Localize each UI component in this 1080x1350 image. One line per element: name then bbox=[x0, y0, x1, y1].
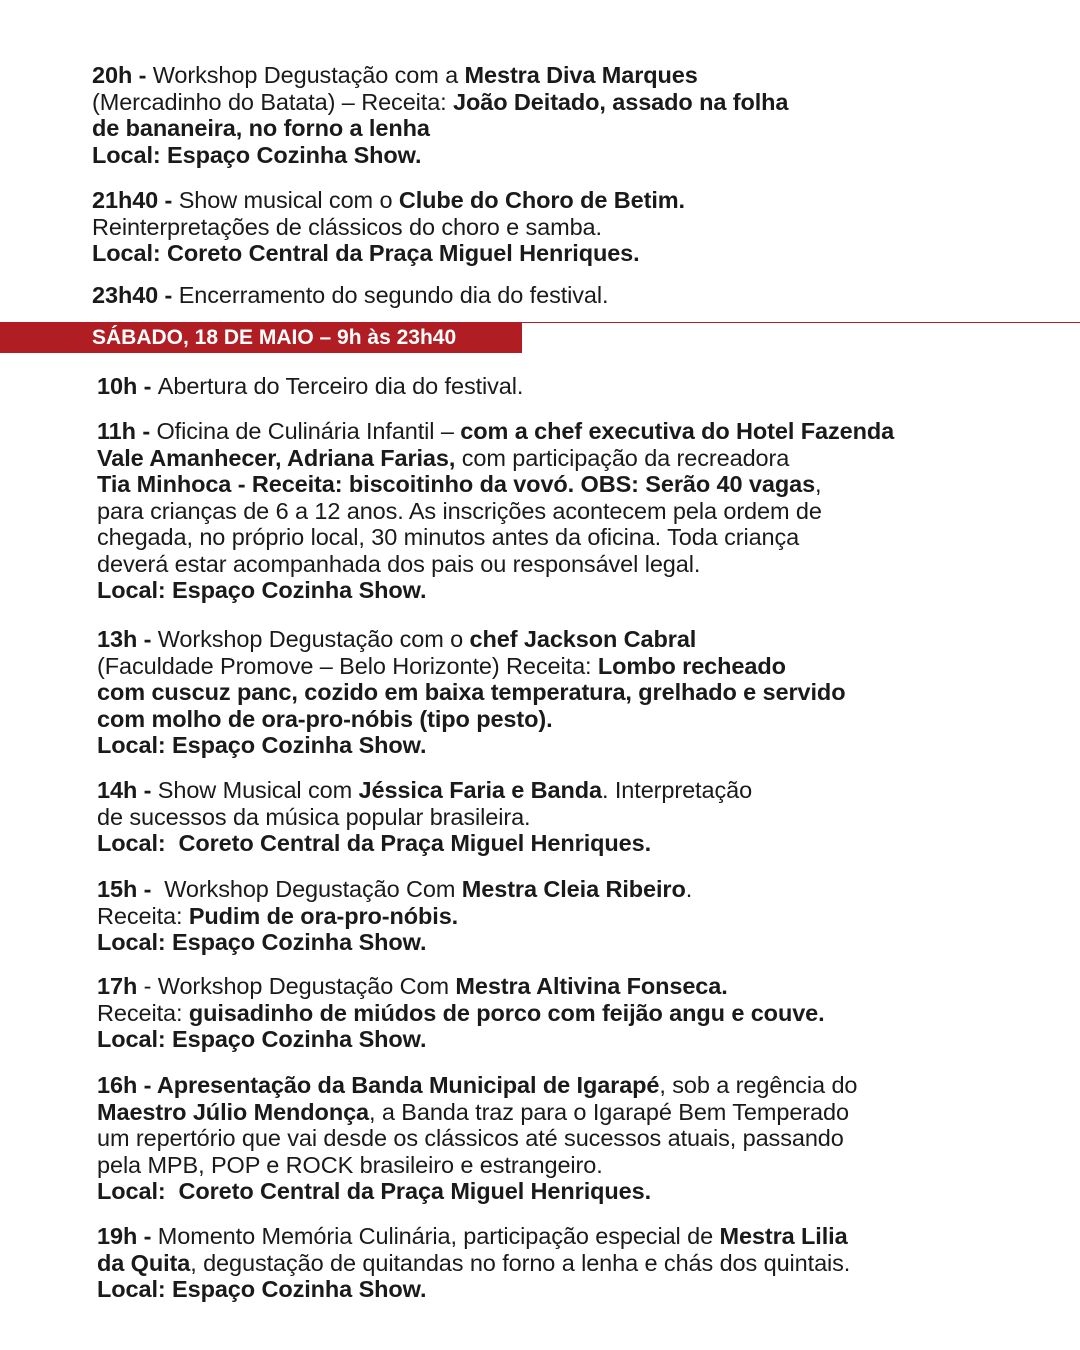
event-line bbox=[97, 1000, 825, 1027]
event-text-bold: Local: Espaço Cozinha Show. bbox=[97, 1276, 427, 1302]
event-line bbox=[97, 1026, 825, 1053]
event-text-bold: Local: Espaço Cozinha Show. bbox=[97, 929, 427, 955]
event-text-bold: Pudim de ora-pro-nóbis. bbox=[188, 902, 459, 929]
event-line bbox=[97, 471, 894, 498]
event-text: . bbox=[685, 876, 693, 902]
event-text-bold: João Deitado, assado na folha bbox=[453, 88, 789, 115]
event-text-bold: 20h - bbox=[92, 62, 153, 88]
event-text: Receita: bbox=[97, 902, 189, 929]
event-11h bbox=[97, 418, 894, 604]
event-text-bold: 19h - bbox=[97, 1223, 158, 1249]
event-line bbox=[97, 1178, 857, 1205]
event-text-bold: Local: Espaço Cozinha Show. bbox=[92, 141, 422, 168]
event-text: Workshop Degustação com o bbox=[157, 626, 470, 652]
event-21h40 bbox=[92, 187, 685, 267]
event-line bbox=[97, 1125, 857, 1152]
event-line bbox=[97, 373, 523, 400]
event-text-bold: Local: Espaço Cozinha Show. bbox=[97, 732, 427, 758]
event-text: um repertório que vai desde os clássicos até sucessos atuais, passando bbox=[97, 1125, 844, 1151]
event-line bbox=[97, 445, 894, 472]
event-text: pela MPB, POP e ROCK brasileiro e estrangeiro. bbox=[97, 1151, 603, 1178]
event-text-bold: Mestra Lilia bbox=[719, 1223, 848, 1249]
event-line bbox=[97, 1152, 857, 1179]
event-line bbox=[92, 282, 608, 309]
event-text: Oficina de Culinária Infantil – bbox=[156, 418, 461, 444]
event-19h bbox=[97, 1223, 850, 1303]
event-text-bold: 14h - bbox=[97, 777, 158, 803]
event-line bbox=[97, 418, 894, 445]
event-text: , bbox=[815, 471, 822, 497]
event-line bbox=[97, 653, 845, 680]
event-line bbox=[97, 551, 894, 578]
event-text-bold: Tia Minhoca - Receita: biscoitinho da vovó. OBS: Serão 40 vagas bbox=[97, 471, 816, 497]
event-text: - Workshop Degustação Com bbox=[137, 973, 456, 999]
event-text: Reinterpretações de clássicos do choro e samba. bbox=[92, 213, 602, 240]
event-line bbox=[97, 1250, 850, 1277]
event-line bbox=[97, 1223, 850, 1250]
event-line bbox=[97, 498, 894, 525]
event-text: . Interpretação bbox=[602, 777, 753, 803]
event-text-bold: Local: Coreto Central da Praça Miguel Henriques. bbox=[97, 1178, 652, 1204]
event-text-bold: Local: Coreto Central da Praça Miguel Henriques. bbox=[92, 240, 640, 266]
day-banner-saturday bbox=[0, 322, 522, 353]
event-line bbox=[92, 62, 788, 89]
event-text-bold: chef Jackson Cabral bbox=[469, 626, 697, 652]
event-17h bbox=[97, 973, 825, 1053]
event-text: Receita: bbox=[97, 999, 189, 1026]
event-text-bold: Clube do Choro de Betim. bbox=[398, 187, 685, 213]
event-15h bbox=[97, 876, 692, 956]
event-text-bold: Local: Espaço Cozinha Show. bbox=[97, 577, 427, 603]
day-banner-label: SÁBADO, 18 DE MAIO – 9h às 23h40 bbox=[92, 326, 457, 349]
event-text-bold: 10h - bbox=[97, 373, 158, 399]
event-20h bbox=[92, 62, 788, 168]
event-text: Workshop Degustação com a bbox=[152, 62, 465, 88]
event-line bbox=[92, 89, 788, 116]
event-13h bbox=[97, 626, 845, 759]
event-text-bold: Lombo recheado bbox=[597, 652, 786, 679]
event-text-bold: com molho de ora-pro-nóbis (tipo pesto). bbox=[97, 705, 553, 732]
event-line bbox=[97, 903, 692, 930]
event-text-bold: Mestra Diva Marques bbox=[464, 62, 698, 88]
event-line bbox=[92, 240, 685, 267]
event-text: (Faculdade Promove – Belo Horizonte) Receita: bbox=[97, 652, 598, 679]
event-text-bold: 21h40 - bbox=[92, 187, 179, 213]
event-text: , sob a regência do bbox=[659, 1072, 858, 1098]
event-line bbox=[97, 804, 752, 831]
event-text-bold: 16h - Apresentação da Banda Municipal de Igarapé bbox=[97, 1072, 660, 1098]
event-line bbox=[97, 1276, 850, 1303]
event-text-bold: Local: Coreto Central da Praça Miguel Henriques. bbox=[97, 830, 652, 856]
event-text-bold: 17h bbox=[97, 973, 138, 999]
event-text: (Mercadinho do Batata) – Receita: bbox=[92, 88, 454, 115]
event-text-bold: Vale Amanhecer, Adriana Farias, bbox=[97, 444, 456, 471]
event-text: Abertura do Terceiro dia do festival. bbox=[157, 373, 524, 399]
event-line bbox=[97, 973, 825, 1000]
event-line bbox=[97, 732, 845, 759]
event-text: Show Musical com bbox=[157, 777, 359, 803]
event-line bbox=[97, 830, 752, 857]
event-14h bbox=[97, 777, 752, 857]
event-16h bbox=[97, 1072, 857, 1205]
event-text-bold: 13h - bbox=[97, 626, 158, 652]
event-line bbox=[92, 187, 685, 214]
event-line bbox=[97, 524, 894, 551]
event-text: Workshop Degustação Com bbox=[157, 876, 462, 902]
event-line bbox=[92, 142, 788, 169]
event-text: de sucessos da música popular brasileira. bbox=[97, 803, 531, 830]
event-line bbox=[97, 1072, 857, 1099]
event-text-bold: Mestra Cleia Ribeiro bbox=[461, 876, 686, 902]
event-text-bold: 23h40 - bbox=[92, 282, 179, 308]
event-text: Show musical com o bbox=[178, 187, 399, 213]
event-10h bbox=[97, 373, 523, 400]
event-text-bold: com a chef executiva do Hotel Fazenda bbox=[460, 418, 895, 444]
event-text: chegada, no próprio local, 30 minutos antes da oficina. Toda criança bbox=[97, 524, 800, 550]
event-line bbox=[97, 929, 692, 956]
event-text-bold: Jéssica Faria e Banda bbox=[358, 777, 603, 803]
event-line bbox=[92, 214, 685, 241]
event-text-bold: 11h - bbox=[97, 418, 157, 444]
event-line bbox=[92, 115, 788, 142]
event-line bbox=[97, 577, 894, 604]
event-23h40 bbox=[92, 282, 608, 309]
event-line bbox=[97, 777, 752, 804]
event-text: , a Banda traz para o Igarapé Bem Temperado bbox=[369, 1098, 849, 1125]
event-text: deverá estar acompanhada dos pais ou responsável legal. bbox=[97, 550, 701, 577]
event-line bbox=[97, 876, 692, 903]
event-text-bold: guisadinho de miúdos de porco com feijão angu e couve. bbox=[188, 999, 825, 1026]
event-text: Momento Memória Culinária, participação especial de bbox=[157, 1223, 720, 1249]
event-line bbox=[97, 679, 845, 706]
event-line bbox=[97, 706, 845, 733]
event-text: , degustação de quitandas no forno a lenha e chás dos quintais. bbox=[190, 1249, 851, 1276]
event-text-bold: com cuscuz panc, cozido em baixa temperatura, grelhado e servido bbox=[97, 679, 846, 705]
event-text: para crianças de 6 a 12 anos. As inscrições acontecem pela ordem de bbox=[97, 497, 822, 524]
event-text-bold: Mestra Altivina Fonseca. bbox=[455, 973, 728, 999]
event-text: com participação da recreadora bbox=[455, 444, 790, 471]
event-text-bold: Local: Espaço Cozinha Show. bbox=[97, 1026, 427, 1052]
event-line bbox=[97, 626, 845, 653]
event-text: Encerramento do segundo dia do festival. bbox=[178, 282, 609, 308]
event-text-bold: Maestro Júlio Mendonça bbox=[97, 1098, 370, 1125]
event-line bbox=[97, 1099, 857, 1126]
event-text-bold: da Quita bbox=[97, 1249, 191, 1276]
event-text-bold: de bananeira, no forno a lenha bbox=[92, 115, 430, 141]
event-text-bold: 15h - bbox=[97, 876, 158, 902]
